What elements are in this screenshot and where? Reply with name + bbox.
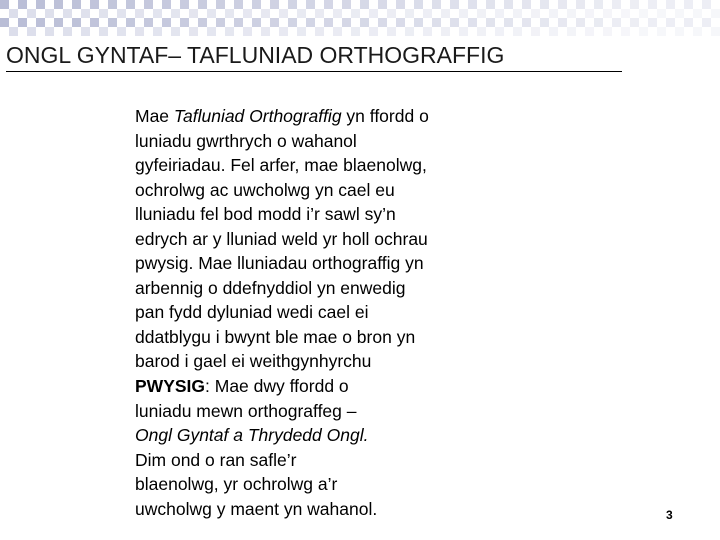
checker-square	[324, 18, 333, 27]
checker-square	[135, 9, 144, 18]
checker-square	[9, 9, 18, 18]
checker-square	[477, 9, 486, 18]
checker-square	[252, 0, 261, 9]
checker-square	[306, 0, 315, 9]
checker-square	[189, 27, 198, 36]
checker-square	[207, 27, 216, 36]
checker-square	[153, 9, 162, 18]
checker-square	[603, 9, 612, 18]
checker-square	[594, 18, 603, 27]
checker-square	[135, 27, 144, 36]
checker-square	[72, 0, 81, 9]
checker-square	[504, 18, 513, 27]
checker-square	[387, 9, 396, 18]
checker-square	[297, 9, 306, 18]
checker-square	[549, 27, 558, 36]
paragraph-line: Dim ond o ran safle’r	[135, 449, 297, 470]
checker-square	[306, 18, 315, 27]
checker-square	[162, 18, 171, 27]
checker-square	[612, 0, 621, 9]
paragraph-important-note	[135, 374, 495, 521]
checker-square	[324, 0, 333, 9]
checker-square	[0, 18, 9, 27]
checker-square	[18, 18, 27, 27]
checker-square	[63, 27, 72, 36]
italic-term: Tafluniad Orthograffig	[173, 106, 342, 126]
checker-square	[567, 9, 576, 18]
checker-square	[576, 0, 585, 9]
checker-square	[405, 9, 414, 18]
checker-square	[675, 27, 684, 36]
checker-square	[270, 0, 279, 9]
checker-square	[315, 27, 324, 36]
checker-square	[675, 9, 684, 18]
checker-square	[81, 9, 90, 18]
checker-square	[468, 18, 477, 27]
checker-square	[486, 18, 495, 27]
checker-square	[540, 18, 549, 27]
checker-square	[558, 0, 567, 9]
paragraph-line: uwcholwg y maent yn wahanol.	[135, 498, 378, 519]
checker-square	[180, 18, 189, 27]
checker-square	[351, 27, 360, 36]
checker-square	[126, 0, 135, 9]
checker-square	[99, 27, 108, 36]
checker-square	[423, 9, 432, 18]
checker-square	[369, 27, 378, 36]
checker-square	[234, 0, 243, 9]
checker-square	[405, 27, 414, 36]
checker-square	[261, 9, 270, 18]
checker-square	[594, 0, 603, 9]
checker-square	[63, 9, 72, 18]
checker-square	[648, 0, 657, 9]
paragraph-line	[135, 104, 495, 129]
checker-square	[45, 27, 54, 36]
italic-phrase: Ongl Gyntaf a Thrydedd Ongl.	[135, 425, 369, 445]
paragraph-line	[135, 374, 495, 399]
checker-square	[0, 0, 9, 9]
checker-pattern-decoration	[0, 0, 720, 36]
line-rest: yn ffordd o	[341, 106, 429, 126]
checker-square	[270, 18, 279, 27]
checker-square	[477, 27, 486, 36]
checker-square	[387, 27, 396, 36]
checker-square	[558, 18, 567, 27]
paragraph-definition	[135, 104, 495, 374]
paragraph-line: gyfeiriadau. Fel arfer, mae blaenolwg,	[135, 155, 427, 175]
checker-square	[441, 9, 450, 18]
checker-square	[225, 27, 234, 36]
checker-square	[153, 27, 162, 36]
checker-square	[18, 0, 27, 9]
checker-square	[684, 18, 693, 27]
checker-square	[549, 9, 558, 18]
checker-square	[252, 18, 261, 27]
checker-square	[90, 0, 99, 9]
checker-square	[297, 27, 306, 36]
checker-square	[612, 18, 621, 27]
checker-square	[657, 9, 666, 18]
checker-square	[702, 0, 711, 9]
page-number: 3	[666, 508, 673, 522]
checker-square	[360, 18, 369, 27]
checker-square	[693, 9, 702, 18]
checker-square	[234, 18, 243, 27]
checker-square	[108, 18, 117, 27]
lead-text: Mae	[135, 106, 174, 126]
paragraph-line: pan fydd dyluniad wedi cael ei	[135, 302, 369, 322]
checker-square	[486, 0, 495, 9]
checker-square	[144, 0, 153, 9]
title-underline	[6, 71, 622, 72]
checker-square	[225, 9, 234, 18]
checker-square	[576, 18, 585, 27]
paragraph-line: luniadu mewn orthograffeg –	[135, 400, 357, 421]
checker-square	[189, 9, 198, 18]
checker-square	[621, 9, 630, 18]
checker-square	[99, 9, 108, 18]
checker-square	[117, 9, 126, 18]
checker-square	[459, 9, 468, 18]
checker-square	[522, 0, 531, 9]
paragraph-line: lluniadu fel bod modd i’r sawl sy’n	[135, 204, 396, 224]
checker-square	[621, 27, 630, 36]
checker-square	[243, 27, 252, 36]
checker-square	[495, 27, 504, 36]
paragraph-line: arbennig o ddefnyddiol yn enwedig	[135, 277, 406, 298]
checker-square	[450, 18, 459, 27]
bold-term: PWYSIG	[135, 376, 206, 396]
checker-square	[54, 18, 63, 27]
checker-square	[495, 9, 504, 18]
checker-square	[333, 9, 342, 18]
checker-square	[711, 9, 720, 18]
checker-square	[666, 0, 675, 9]
checker-square	[585, 9, 594, 18]
checker-square	[45, 9, 54, 18]
checker-square	[288, 18, 297, 27]
checker-square	[513, 27, 522, 36]
checker-square	[378, 18, 387, 27]
checker-square	[180, 0, 189, 9]
checker-square	[243, 9, 252, 18]
checker-square	[459, 27, 468, 36]
paragraph-line: luniadu gwrthrych o wahanol	[135, 130, 357, 151]
line-rest: : Mae dwy ffordd o	[205, 376, 349, 396]
checker-square	[108, 0, 117, 9]
checker-square	[315, 9, 324, 18]
checker-square	[414, 0, 423, 9]
checker-square	[585, 27, 594, 36]
checker-square	[540, 0, 549, 9]
checker-square	[342, 18, 351, 27]
checker-square	[531, 9, 540, 18]
checker-square	[171, 27, 180, 36]
checker-square	[432, 18, 441, 27]
checker-square	[36, 0, 45, 9]
checker-square	[351, 9, 360, 18]
checker-square	[378, 0, 387, 9]
checker-square	[54, 0, 63, 9]
checker-square	[198, 18, 207, 27]
paragraph-line: blaenolwg, yr ochrolwg a’r	[135, 474, 338, 494]
checker-square	[468, 0, 477, 9]
checker-square	[648, 18, 657, 27]
checker-square	[279, 27, 288, 36]
checker-square	[72, 18, 81, 27]
checker-square	[27, 27, 36, 36]
checker-square	[162, 0, 171, 9]
checker-square	[567, 27, 576, 36]
checker-square	[90, 18, 99, 27]
checker-square	[198, 0, 207, 9]
checker-square	[396, 0, 405, 9]
checker-square	[441, 27, 450, 36]
checker-square	[27, 9, 36, 18]
checker-square	[81, 27, 90, 36]
checker-square	[171, 9, 180, 18]
checker-square	[684, 0, 693, 9]
checker-square	[639, 27, 648, 36]
checker-square	[702, 18, 711, 27]
checker-square	[288, 0, 297, 9]
checker-square	[423, 27, 432, 36]
checker-square	[360, 0, 369, 9]
paragraph-line: pwysig. Mae lluniadau orthograffig yn	[135, 253, 424, 273]
checker-square	[207, 9, 216, 18]
checker-square	[531, 27, 540, 36]
paragraph-line-italic	[135, 423, 495, 448]
paragraph-line: barod i gael ei weithgynhyrchu	[135, 351, 372, 371]
paragraph-line: edrych ar y lluniad weld yr holl ochrau	[135, 228, 428, 249]
checker-square	[450, 0, 459, 9]
checker-square	[630, 18, 639, 27]
checker-square	[216, 18, 225, 27]
slide-title: ONGL GYNTAF– TAFLUNIAD ORTHOGRAFFIG	[6, 42, 505, 68]
checker-square	[432, 0, 441, 9]
checker-square	[333, 27, 342, 36]
checker-square	[261, 27, 270, 36]
checker-square	[144, 18, 153, 27]
paragraph-line: ddatblygu i bwynt ble mae o bron yn	[135, 326, 416, 347]
checker-square	[513, 9, 522, 18]
checker-square	[657, 27, 666, 36]
checker-square	[342, 0, 351, 9]
checker-square	[522, 18, 531, 27]
checker-square	[630, 0, 639, 9]
checker-square	[414, 18, 423, 27]
checker-square	[693, 27, 702, 36]
checker-square	[36, 18, 45, 27]
checker-square	[369, 9, 378, 18]
checker-square	[711, 27, 720, 36]
paragraph-line: ochrolwg ac uwcholwg yn cael eu	[135, 179, 395, 200]
checker-square	[603, 27, 612, 36]
checker-square	[639, 9, 648, 18]
checker-square	[126, 18, 135, 27]
checker-square	[666, 18, 675, 27]
checker-square	[9, 27, 18, 36]
checker-square	[279, 9, 288, 18]
checker-square	[117, 27, 126, 36]
checker-square	[504, 0, 513, 9]
checker-square	[216, 0, 225, 9]
checker-square	[396, 18, 405, 27]
